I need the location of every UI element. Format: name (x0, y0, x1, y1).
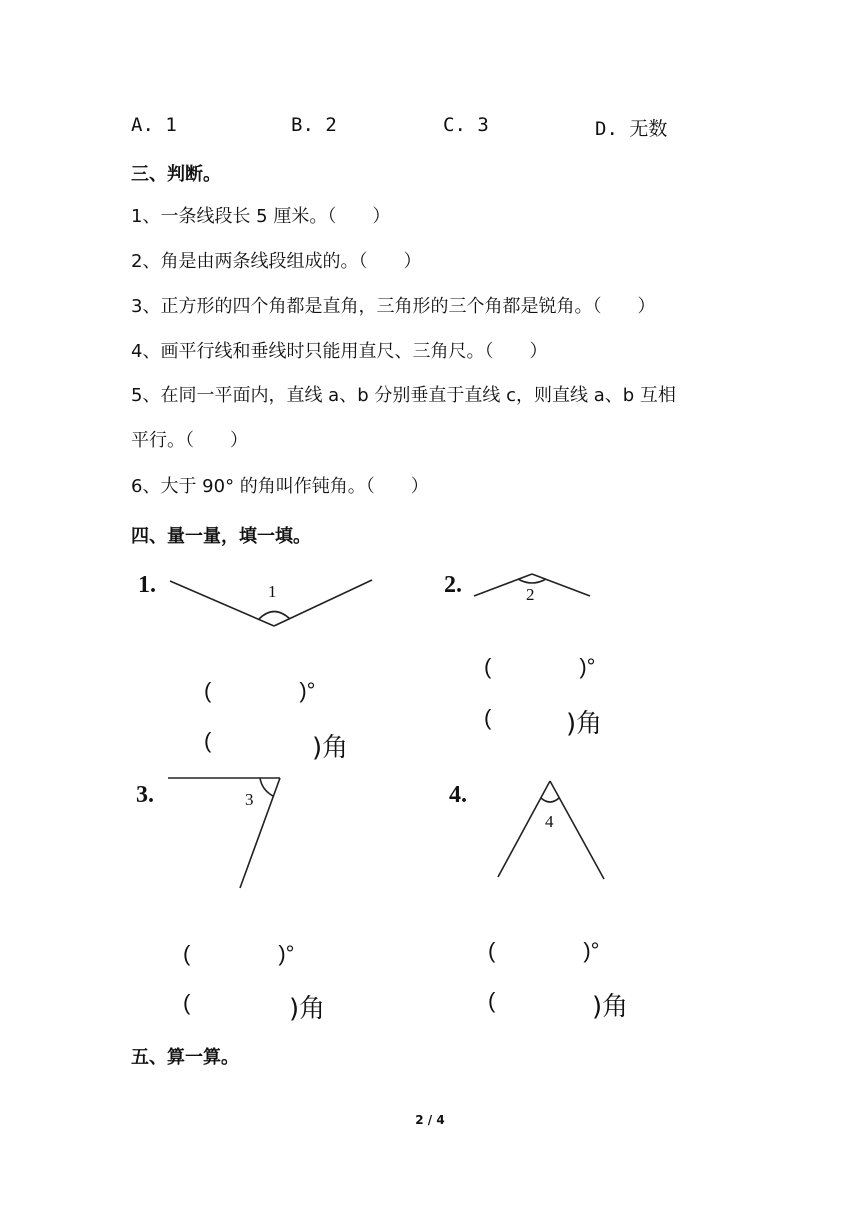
figure-2-number: 2. (444, 572, 462, 598)
section4-title: 四、量一量，填一填。 (131, 526, 311, 547)
option-c: C. 3 (443, 114, 489, 136)
figure-1-type-blank-open[interactable]: ( (204, 728, 212, 753)
figure-1-angle-label: 1 (268, 582, 277, 601)
option-b: B. 2 (291, 114, 337, 136)
figure-3-number: 3. (136, 782, 154, 808)
figure-3-angle-label: 3 (245, 790, 254, 809)
figure-2-angle-label: 2 (526, 585, 535, 604)
page-number: 2 / 4 (415, 1113, 445, 1127)
judge-item-3: 3、正方形的四个角都是直角，三角形的三个角都是锐角。（ ） (131, 296, 656, 317)
judge-item-4: 4、画平行线和垂线时只能用直尺、三角尺。（ ） (131, 341, 548, 362)
figure-4-angle-label: 4 (545, 812, 554, 831)
figure-3-type-blank-close: )角 (289, 994, 326, 1024)
figure-2-degree-blank[interactable]: ( )° (484, 654, 596, 679)
option-a: A. 1 (131, 114, 177, 136)
section5-title: 五、算一算。 (131, 1047, 239, 1068)
judge-item-5-cont: 平行。（ ） (131, 430, 248, 451)
judge-item-1: 1、一条线段长 5 厘米。（ ） (131, 206, 391, 227)
option-d: D. 无数 (595, 118, 668, 140)
figure-2-type-blank-close: )角 (566, 709, 603, 739)
figure-1-type-blank-close: )角 (312, 733, 349, 763)
figure-3-type-blank-open[interactable]: ( (183, 990, 191, 1015)
judge-item-6: 6、大于 90° 的角叫作钝角。（ ） (131, 476, 429, 497)
angle-figure-3 (168, 778, 280, 888)
figure-4-type-blank-close: )角 (592, 992, 629, 1022)
judge-item-5: 5、在同一平面内，直线 a、b 分别垂直于直线 c，则直线 a、b 互相 (131, 385, 676, 406)
figure-1-number: 1. (138, 572, 156, 598)
figure-2-type-blank-open[interactable]: ( (484, 705, 492, 730)
figure-4-number: 4. (449, 782, 467, 808)
figure-4-type-blank-open[interactable]: ( (488, 988, 496, 1013)
judge-item-2: 2、角是由两条线段组成的。（ ） (131, 251, 422, 272)
figure-3-degree-blank[interactable]: ( )° (183, 941, 295, 966)
figure-1-degree-blank[interactable]: ( )° (204, 678, 316, 703)
figure-4-degree-blank[interactable]: ( )° (488, 938, 600, 963)
section3-title: 三、判断。 (131, 164, 221, 185)
